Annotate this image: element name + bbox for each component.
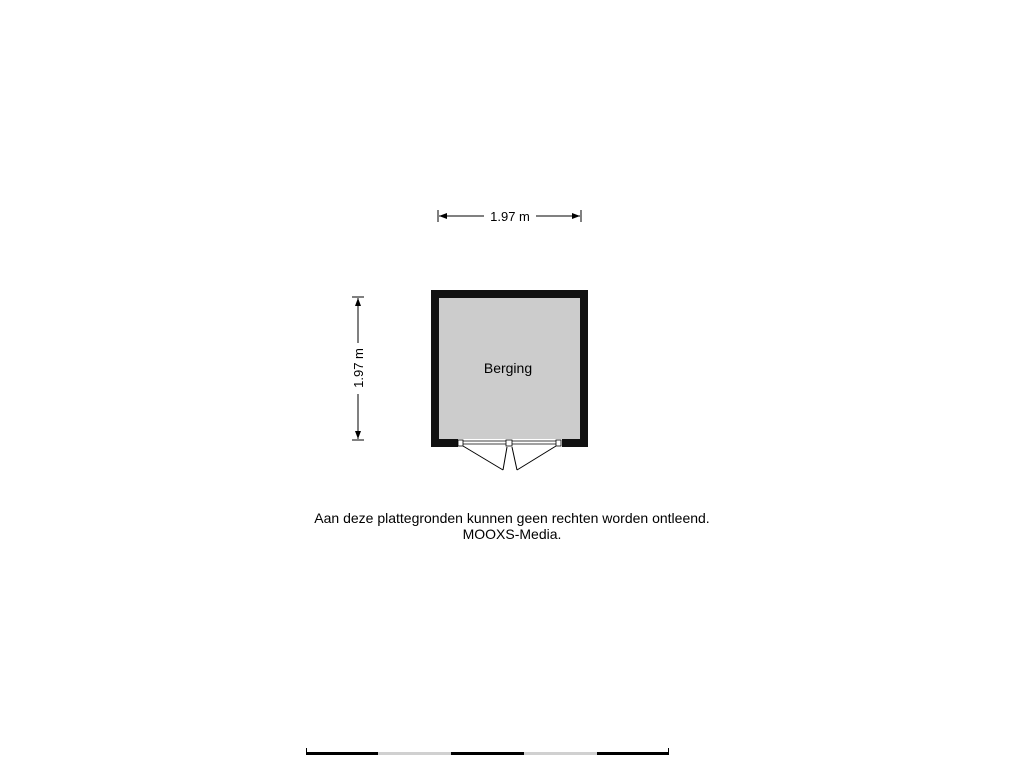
- height-dimension-label: 1.97 m: [351, 348, 366, 388]
- room-label: Berging: [483, 360, 533, 376]
- scale-bar: [306, 748, 669, 755]
- left-door-leaf: [463, 446, 503, 470]
- room-berging: [431, 290, 588, 447]
- width-dimension: [438, 209, 581, 224]
- height-dimension: [351, 297, 366, 440]
- width-dimension-label: 1.97 m: [490, 209, 530, 224]
- double-door: [458, 439, 562, 470]
- disclaimer-line-1: Aan deze plattegronden kunnen geen rechten worden ontleend.: [314, 510, 710, 526]
- disclaimer-line-2: MOOXS-Media.: [462, 526, 562, 542]
- right-door-leaf: [517, 446, 556, 470]
